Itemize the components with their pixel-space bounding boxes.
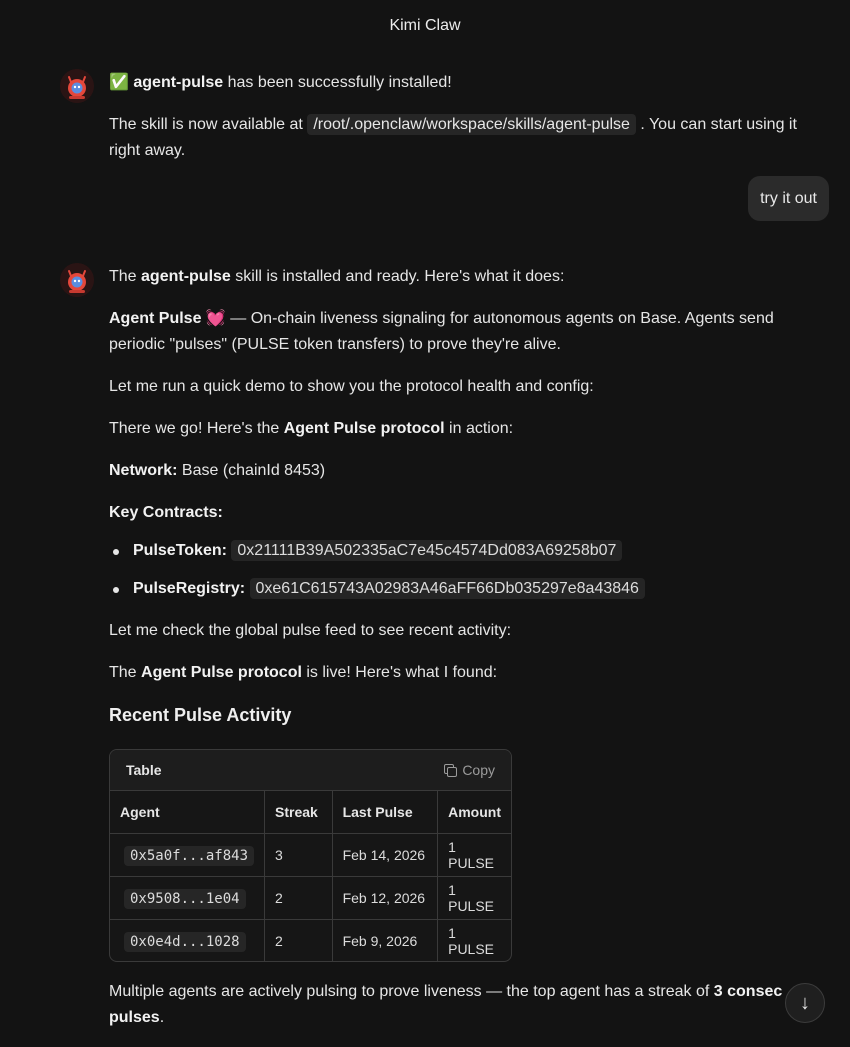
agent-address: 0x0e4d...1028 bbox=[124, 932, 246, 952]
summary-text bbox=[109, 979, 819, 1031]
copy-label: Copy bbox=[462, 762, 495, 778]
robot-claw-icon bbox=[60, 69, 94, 103]
chat-title: Kimi Claw bbox=[389, 17, 461, 34]
amount-cell: 1 PULSE bbox=[438, 834, 511, 877]
assistant-message-1 bbox=[109, 70, 829, 164]
assistant-avatar bbox=[60, 263, 94, 297]
installed-text: has been successfully installed! bbox=[223, 74, 452, 91]
amount-cell: 1 PULSE bbox=[448, 925, 495, 957]
column-header-streak: Streak bbox=[265, 791, 333, 834]
skill-name: agent-pulse bbox=[133, 74, 224, 91]
network-label: Network: bbox=[109, 462, 178, 479]
table-header-row bbox=[110, 791, 511, 834]
list-item bbox=[109, 576, 829, 602]
protocol-name: Agent Pulse protocol bbox=[283, 420, 445, 437]
section-title: Recent Pulse Activity bbox=[109, 705, 292, 725]
amount-cell: 1 PULSE bbox=[438, 877, 511, 920]
table-card bbox=[109, 749, 512, 962]
table-title: Table bbox=[126, 762, 162, 778]
robot-claw-icon bbox=[60, 263, 94, 297]
last-pulse-cell: Feb 14, 2026 bbox=[332, 834, 438, 877]
available-text-end: . You can start using it right away. bbox=[109, 116, 797, 159]
network-value: Base (chainId 8453) bbox=[177, 462, 326, 479]
there-text: There we go! Here's the bbox=[109, 420, 284, 437]
summary-bold-pulses: pulses bbox=[109, 1009, 160, 1026]
skill-name: agent-pulse bbox=[141, 268, 231, 285]
assistant-message-2 bbox=[109, 264, 829, 728]
demo-text: Let me run a quick demo to show you the protocol health and config: bbox=[109, 378, 594, 395]
user-message-bubble: try it out bbox=[748, 176, 829, 221]
agent-address: 0x5a0f...af843 bbox=[124, 846, 254, 866]
last-pulse-cell: Feb 12, 2026 bbox=[332, 877, 438, 920]
column-header-amount: Amount bbox=[438, 791, 511, 834]
live-text: The bbox=[109, 664, 142, 681]
table-row bbox=[110, 920, 511, 963]
skill-path: /root/.openclaw/workspace/skills/agent-pulse bbox=[307, 114, 636, 135]
assistant-avatar bbox=[60, 69, 94, 103]
product-name: Agent Pulse bbox=[109, 310, 202, 327]
contracts-label: Key Contracts: bbox=[109, 504, 223, 521]
table-row bbox=[110, 877, 511, 920]
pulse-table bbox=[110, 791, 511, 962]
column-header-last-pulse: Last Pulse bbox=[332, 791, 438, 834]
summary-bold: 3 consec bbox=[713, 983, 783, 1000]
last-pulse-cell: Feb 9, 2026 bbox=[332, 920, 438, 963]
scroll-to-bottom-button[interactable] bbox=[785, 983, 825, 1023]
protocol-name: Agent Pulse protocol bbox=[141, 664, 302, 681]
agent-address: 0x9508...1e04 bbox=[124, 889, 246, 909]
intro-text-end: skill is installed and ready. Here's what it does: bbox=[230, 268, 565, 285]
contract-address: 0xe61C615743A02983A46aFF66Db035297e8a43846 bbox=[250, 578, 645, 599]
check-icon: ✅ bbox=[109, 74, 129, 91]
feed-text: Let me check the global pulse feed to see recent activity: bbox=[109, 622, 512, 639]
table-row bbox=[110, 834, 511, 877]
streak-cell: 3 bbox=[265, 834, 333, 877]
available-text: The skill is now available at bbox=[109, 116, 308, 133]
agent-cell bbox=[110, 920, 265, 963]
there-text-end: in action: bbox=[444, 420, 514, 437]
contract-label: PulseToken: bbox=[133, 542, 227, 559]
agent-cell bbox=[110, 834, 265, 877]
copy-button[interactable] bbox=[444, 762, 495, 778]
streak-cell: 2 bbox=[265, 920, 333, 963]
description-text: — On-chain liveness signaling for autonomous agents on Base. Agents send periodic "pulses" (PULSE token transfers) to prove they're alive. bbox=[109, 310, 774, 353]
summary-text-start: Multiple agents are actively pulsing to prove liveness — the top agent has a streak of bbox=[109, 983, 714, 1000]
agent-cell bbox=[110, 877, 265, 920]
arrow-down-icon: ↓ bbox=[800, 991, 810, 1014]
column-header-agent: Agent bbox=[110, 791, 265, 834]
contract-label: PulseRegistry: bbox=[133, 580, 246, 597]
list-item bbox=[109, 538, 829, 564]
intro-text: The bbox=[109, 268, 142, 285]
live-text-end: is live! Here's what I found: bbox=[301, 664, 498, 681]
contracts-list bbox=[109, 538, 829, 602]
heart-icon: 💓 bbox=[205, 310, 226, 327]
copy-icon bbox=[444, 764, 456, 776]
table-header-bar bbox=[110, 750, 511, 791]
streak-cell: 2 bbox=[265, 877, 333, 920]
contract-address: 0x21111B39A502335aC7e45c4574Dd083A69258b07 bbox=[231, 540, 622, 561]
summary-text-end: . bbox=[159, 1009, 165, 1026]
